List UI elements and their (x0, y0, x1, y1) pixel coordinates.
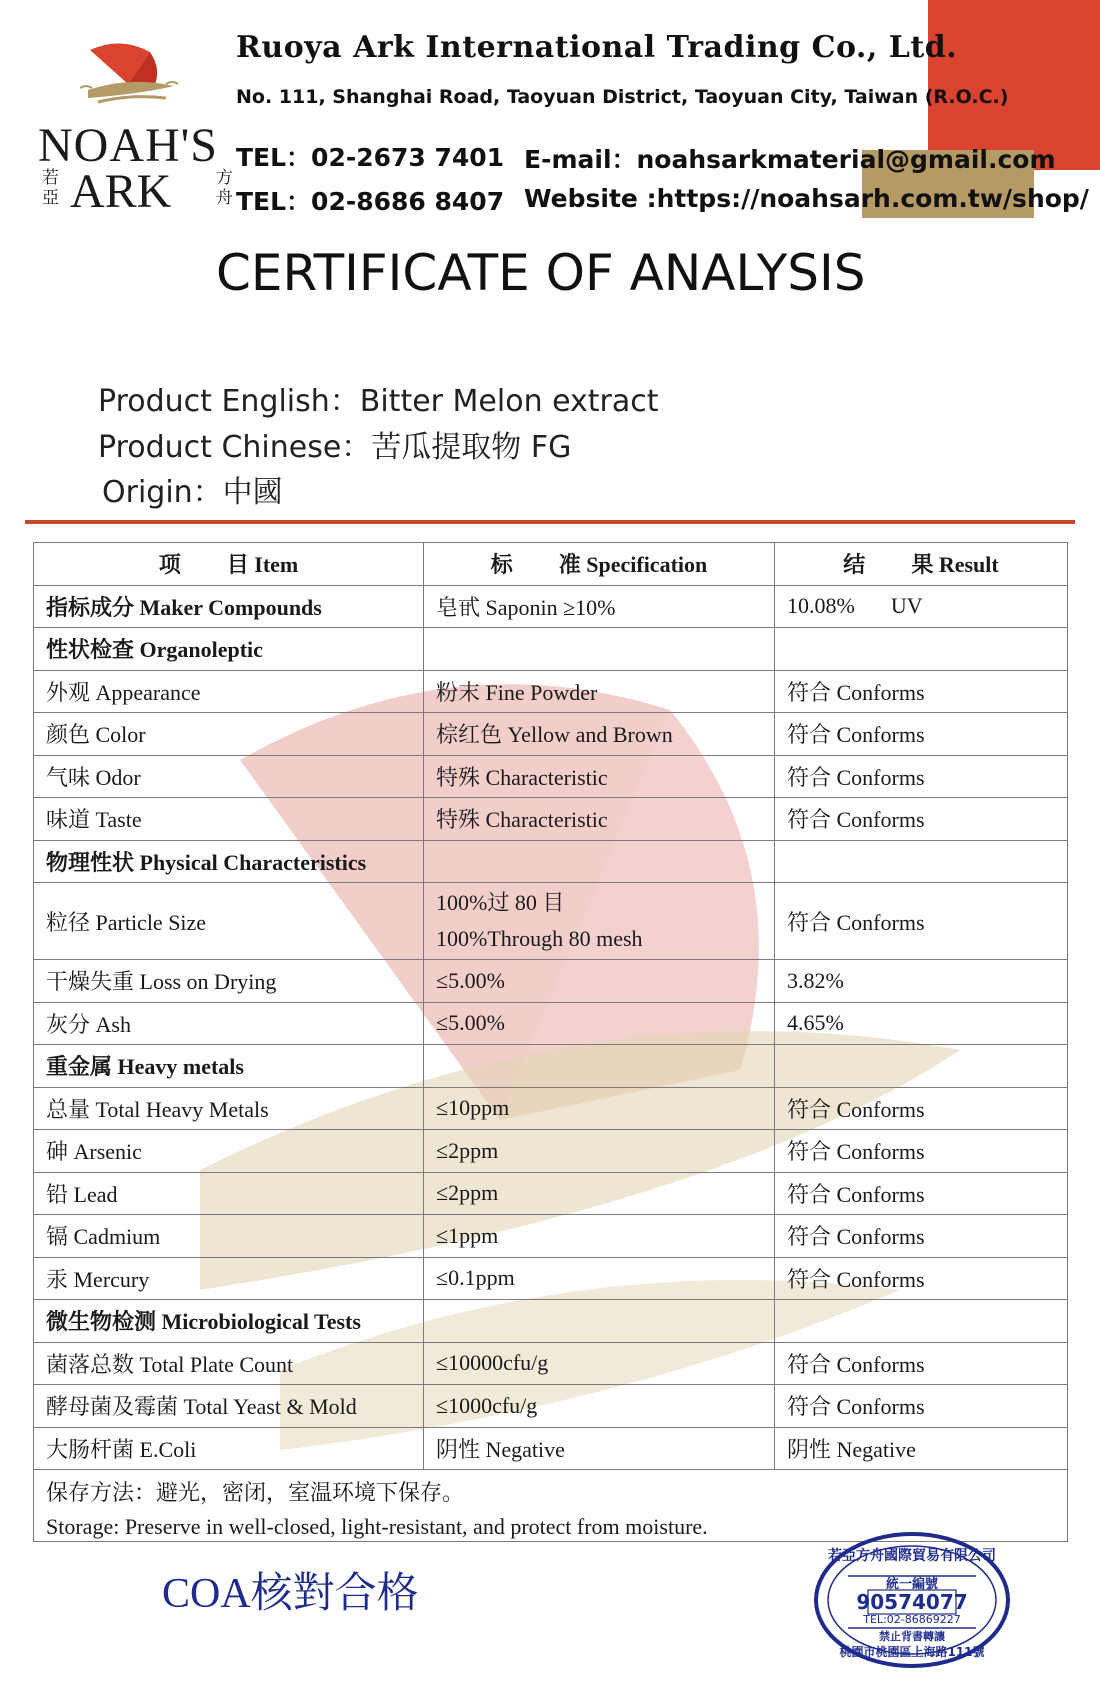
row-result (775, 840, 1068, 883)
table-row (34, 585, 1068, 628)
table-row (34, 1215, 1068, 1258)
row-item: 干燥失重 Loss on Drying (34, 960, 424, 1003)
product-english: Product English：Bitter Melon extract (98, 384, 659, 419)
row-spec: 皂甙 Saponin ≥10% (424, 585, 775, 628)
row-spec (424, 1045, 775, 1088)
analysis-table (33, 542, 1068, 1470)
row-spec: ≤5.00% (424, 960, 775, 1003)
row-result: 符合 Conforms (775, 1257, 1068, 1300)
row-item: 微生物检测 Microbiological Tests (34, 1300, 424, 1343)
row-item: 汞 Mercury (34, 1257, 424, 1300)
row-result: 符合 Conforms (775, 883, 1068, 960)
row-spec: ≤2ppm (424, 1172, 775, 1215)
website: Website :https://noahsarh.com.tw/shop/ (524, 184, 1089, 213)
table-row (34, 1427, 1068, 1470)
table-row (34, 798, 1068, 841)
row-spec-line-1: 100%过 80 目 (436, 890, 565, 915)
row-result: 3.82% (775, 960, 1068, 1003)
table-row (34, 1342, 1068, 1385)
row-result: 符合 Conforms (775, 713, 1068, 756)
row-item: 物理性状 Physical Characteristics (34, 840, 424, 883)
row-spec (424, 840, 775, 883)
table-section-row (34, 1300, 1068, 1343)
table-row (34, 755, 1068, 798)
row-item: 砷 Arsenic (34, 1130, 424, 1173)
row-item: 酵母菌及霉菌 Total Yeast & Mold (34, 1385, 424, 1428)
table-row (34, 1172, 1068, 1215)
storage-cn: 保存方法：避光，密闭，室温环境下保存。 (46, 1480, 465, 1505)
row-spec: 阴性 Negative (424, 1427, 775, 1470)
table-row (34, 1087, 1068, 1130)
row-spec: ≤10000cfu/g (424, 1342, 775, 1385)
svg-text:若亞方舟國際貿易有限公司: 若亞方舟國際貿易有限公司 (828, 1548, 996, 1564)
row-item: 指标成分 Maker Compounds (34, 585, 424, 628)
row-item: 菌落总数 Total Plate Count (34, 1342, 424, 1385)
svg-text:統一編號: 統一編號 (885, 1577, 939, 1592)
row-spec (424, 883, 775, 960)
approval-handwriting: COA核對合格 (162, 1571, 419, 1617)
table-row (34, 1257, 1068, 1300)
row-spec: 粉末 Fine Powder (424, 670, 775, 713)
row-item: 味道 Taste (34, 798, 424, 841)
table-header-row (34, 543, 1068, 586)
row-result (775, 1045, 1068, 1088)
row-item: 总量 Total Heavy Metals (34, 1087, 424, 1130)
table-row (34, 1130, 1068, 1173)
logo-ark-text: ARK (70, 165, 172, 218)
svg-text:桃園市桃園區上海路111號: 桃園市桃園區上海路111號 (839, 1645, 985, 1659)
row-item: 粒径 Particle Size (34, 883, 424, 960)
row-item: 颜色 Color (34, 713, 424, 756)
email: E-mail：noahsarkmaterial@gmail.com (524, 145, 1056, 174)
row-spec-line-2: 100%Through 80 mesh (436, 926, 643, 951)
row-spec: 特殊 Characteristic (424, 755, 775, 798)
row-spec (424, 628, 775, 671)
row-result: 符合 Conforms (775, 1087, 1068, 1130)
logo-cn-right-text: 方舟 (216, 168, 233, 207)
row-item: 气味 Odor (34, 755, 424, 798)
row-spec: 棕红色 Yellow and Brown (424, 713, 775, 756)
row-item: 大肠杆菌 E.Coli (34, 1427, 424, 1470)
storage-en: Storage: Preserve in well-closed, light-resistant, and protect from moisture. (46, 1514, 708, 1539)
table-section-row (34, 840, 1068, 883)
row-result: 符合 Conforms (775, 1172, 1068, 1215)
divider-rule (25, 520, 1075, 524)
row-item: 灰分 Ash (34, 1002, 424, 1045)
company-logo (28, 40, 233, 220)
table-row (34, 670, 1068, 713)
row-result: 符合 Conforms (775, 798, 1068, 841)
table-section-row (34, 1045, 1068, 1088)
row-item: 镉 Cadmium (34, 1215, 424, 1258)
row-spec: ≤1000cfu/g (424, 1385, 775, 1428)
ship-logo-icon (80, 40, 180, 112)
product-origin: Origin：中國 (102, 475, 283, 510)
table-row (34, 1002, 1068, 1045)
row-result: 符合 Conforms (775, 1215, 1068, 1258)
row-result: 符合 Conforms (775, 670, 1068, 713)
table-row (34, 883, 1068, 960)
company-name: Ruoya Ark International Trading Co., Ltd. (236, 30, 958, 65)
header-item: 项 目 Item (34, 543, 424, 586)
tel-1: TEL：02-2673 7401 (236, 143, 505, 172)
svg-text:90574077: 90574077 (856, 1590, 968, 1614)
row-spec: ≤10ppm (424, 1087, 775, 1130)
row-result: 符合 Conforms (775, 755, 1068, 798)
table-section-row (34, 628, 1068, 671)
svg-text:TEL:02-86869227: TEL:02-86869227 (863, 1613, 961, 1626)
row-result (775, 1300, 1068, 1343)
tel-2: TEL：02-8686 8407 (236, 187, 505, 216)
product-chinese: Product Chinese：苦瓜提取物 FG (98, 430, 572, 465)
row-result (775, 628, 1068, 671)
row-result: 符合 Conforms (775, 1130, 1068, 1173)
row-spec: 特殊 Characteristic (424, 798, 775, 841)
header-result: 结 果 Result (775, 543, 1068, 586)
row-item: 重金属 Heavy metals (34, 1045, 424, 1088)
logo-noahs-text: NOAH'S (38, 119, 218, 172)
header-specification: 标 准 Specification (424, 543, 775, 586)
row-spec (424, 1300, 775, 1343)
row-spec: ≤5.00% (424, 1002, 775, 1045)
table-row (34, 960, 1068, 1003)
table-row (34, 1385, 1068, 1428)
row-spec: ≤2ppm (424, 1130, 775, 1173)
row-result: 10.08% UV (775, 585, 1068, 628)
row-result: 符合 Conforms (775, 1385, 1068, 1428)
page-title: CERTIFICATE OF ANALYSIS (216, 244, 866, 302)
table-row (34, 713, 1068, 756)
row-result: 阴性 Negative (775, 1427, 1068, 1470)
row-spec: ≤1ppm (424, 1215, 775, 1258)
company-address: No. 111, Shanghai Road, Taoyuan District, Taoyuan City, Taiwan (R.O.C.) (236, 86, 1009, 108)
row-item: 外观 Appearance (34, 670, 424, 713)
row-item: 性状检查 Organoleptic (34, 628, 424, 671)
svg-text:禁止背書轉讓: 禁止背書轉讓 (879, 1630, 945, 1643)
row-spec: ≤0.1ppm (424, 1257, 775, 1300)
row-result: 符合 Conforms (775, 1342, 1068, 1385)
company-seal-stamp (812, 1530, 1012, 1670)
logo-cn-left-text: 若亞 (42, 168, 59, 207)
row-item: 铅 Lead (34, 1172, 424, 1215)
row-result: 4.65% (775, 1002, 1068, 1045)
